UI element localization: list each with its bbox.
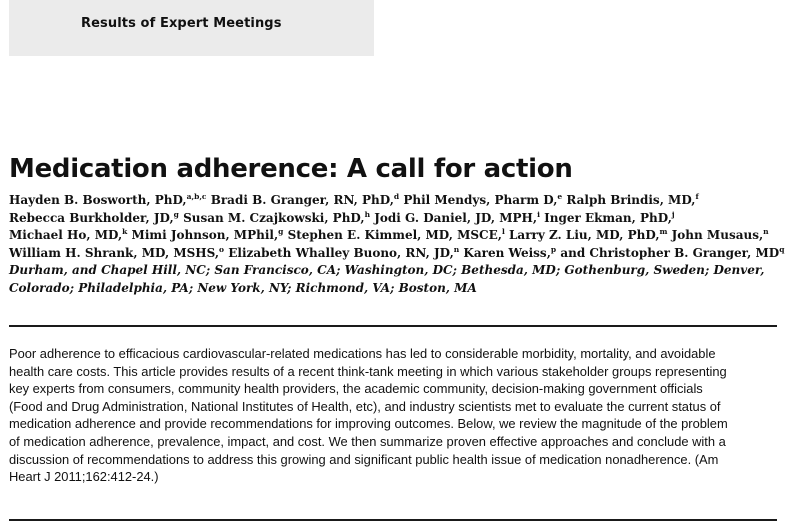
affiliation-line: Colorado; Philadelphia, PA; New York, NY; Richmond, VA; Boston, MA xyxy=(9,280,477,295)
author-name: and Christopher B. Granger, MD xyxy=(560,245,780,260)
abstract-line: discussion of recommendations to address this growing and significant public health issue of medication nonadherence. (Am xyxy=(9,451,719,467)
author-line xyxy=(9,245,787,263)
abstract-line: key experts from consumers, community health providers, the academic community, decision-making government officials xyxy=(9,381,703,397)
author-name: Phil Mendys, Pharm D, xyxy=(403,193,558,207)
author-name: Stephen E. Kimmel, MD, MSCE, xyxy=(287,228,502,243)
author-affiliation-mark: l xyxy=(501,227,505,237)
abstract-line: Heart J 2011;162:412-24.) xyxy=(9,469,159,485)
author-affiliation-mark: k xyxy=(122,227,128,237)
abstract-line: medication adherence and provide recommendations for improving outcomes. Below, we review the magnitude of the problem xyxy=(9,416,728,432)
author-name: Jodi G. Daniel, JD, MPH, xyxy=(374,210,538,225)
abstract-line: of medication adherence, prevalence, impact, and cost. We then summarize proven effective approaches and conclude with a xyxy=(9,433,726,449)
affiliation-line: Durham, and Chapel Hill, NC; San Francisco, CA; Washington, DC; Bethesda, MD; Gothenburg, Sweden; Denver, xyxy=(9,263,765,278)
author-affiliation-mark: p xyxy=(550,244,557,254)
author-name: Susan M. Czajkowski, PhD, xyxy=(183,210,365,225)
author-affiliation-mark: g xyxy=(173,209,179,219)
author-name: Michael Ho, MD, xyxy=(9,228,123,243)
author-name: Mimi Johnson, MPhil, xyxy=(131,228,279,243)
author-line xyxy=(9,210,787,228)
author-name: John Musaus, xyxy=(671,228,764,243)
author-name: Ralph Brindis, MD, xyxy=(566,193,696,207)
author-line xyxy=(9,227,787,245)
author-line xyxy=(9,192,787,210)
article-title: Medication adherence: A call for action xyxy=(9,154,573,184)
author-affiliation-mark: i xyxy=(537,209,540,219)
abstract-line: (Food and Drug Administration, National Institutes of Health, etc), and industry scientists met to evaluate the current status of xyxy=(9,398,721,414)
author-name: Karen Weiss, xyxy=(463,245,551,260)
author-affiliation-mark: f xyxy=(695,192,699,201)
section-banner xyxy=(9,0,374,56)
divider-rule xyxy=(9,519,777,521)
author-affiliation-mark: d xyxy=(393,192,400,201)
author-block xyxy=(9,192,787,298)
author-name: Rebecca Burkholder, JD, xyxy=(9,210,174,225)
author-name: Bradi B. Granger, RN, PhD, xyxy=(210,193,394,207)
author-affiliation-mark: n xyxy=(453,244,460,254)
abstract-line: Poor adherence to efficacious cardiovascular-related medications has led to considerable morbidity, mortality, and avoidable xyxy=(9,346,716,361)
abstract xyxy=(9,345,784,486)
author-name: William H. Shrank, MD, MSHS, xyxy=(9,245,220,260)
author-name: Hayden B. Bosworth, PhD, xyxy=(9,193,187,207)
author-affiliation-mark: n xyxy=(763,227,769,237)
author-affiliation-mark: j xyxy=(671,209,675,219)
author-affiliation-mark: h xyxy=(364,209,371,219)
divider-rule xyxy=(9,325,777,327)
author-name: Inger Ekman, PhD, xyxy=(544,210,672,225)
author-affiliation-mark: g xyxy=(278,227,284,237)
author-affiliation-mark: q xyxy=(779,244,785,254)
author-affiliation-mark: m xyxy=(659,227,668,237)
author-name: Elizabeth Whalley Buono, RN, JD, xyxy=(228,245,454,260)
author-name: Larry Z. Liu, MD, PhD, xyxy=(508,228,660,243)
author-affiliation-mark: a,b,c xyxy=(186,192,207,201)
author-affiliation-mark: o xyxy=(219,244,225,254)
section-label: Results of Expert Meetings xyxy=(81,16,282,31)
author-affiliation-mark: e xyxy=(557,192,563,201)
abstract-line: health care costs. This article provides results of a recent think-tank meeting in which various stakeholder groups representing xyxy=(9,363,727,379)
